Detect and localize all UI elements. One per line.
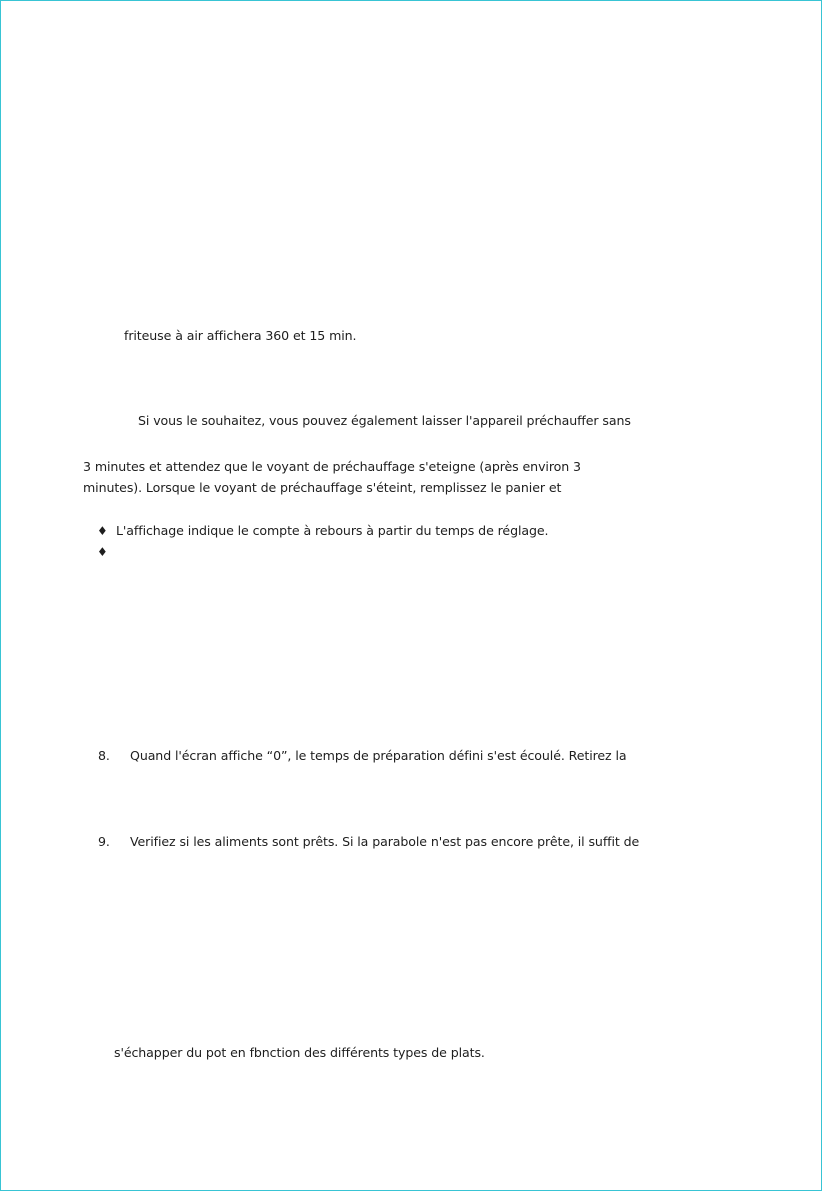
paragraph-line: 3 minutes et attendez que le voyant de préchauffage s'eteigne (après environ 3 xyxy=(83,459,581,474)
step-text: Verifiez si les aliments sont prêts. Si la parabole n'est pas encore prête, il suffit de xyxy=(130,834,640,849)
diamond-bullet-icon: ♦ xyxy=(97,545,108,559)
paragraph-line: Si vous le souhaitez, vous pouvez également laisser l'appareil préchauffer sans xyxy=(138,413,631,428)
paragraph-line: friteuse à air affichera 360 et 15 min. xyxy=(124,328,357,343)
paragraph-line: s'échapper du pot en fbnction des différents types de plats. xyxy=(114,1045,485,1060)
diamond-bullet-icon: ♦ xyxy=(97,524,108,538)
step-number: 8. xyxy=(98,748,110,763)
step-number: 9. xyxy=(98,834,110,849)
step-text: Quand l'écran affiche “0”, le temps de préparation défini s'est écoulé. Retirez la xyxy=(130,748,627,763)
bullet-text: L'affichage indique le compte à rebours à partir du temps de réglage. xyxy=(116,523,549,538)
paragraph-line: minutes). Lorsque le voyant de préchauffage s'éteint, remplissez le panier et xyxy=(83,480,562,495)
